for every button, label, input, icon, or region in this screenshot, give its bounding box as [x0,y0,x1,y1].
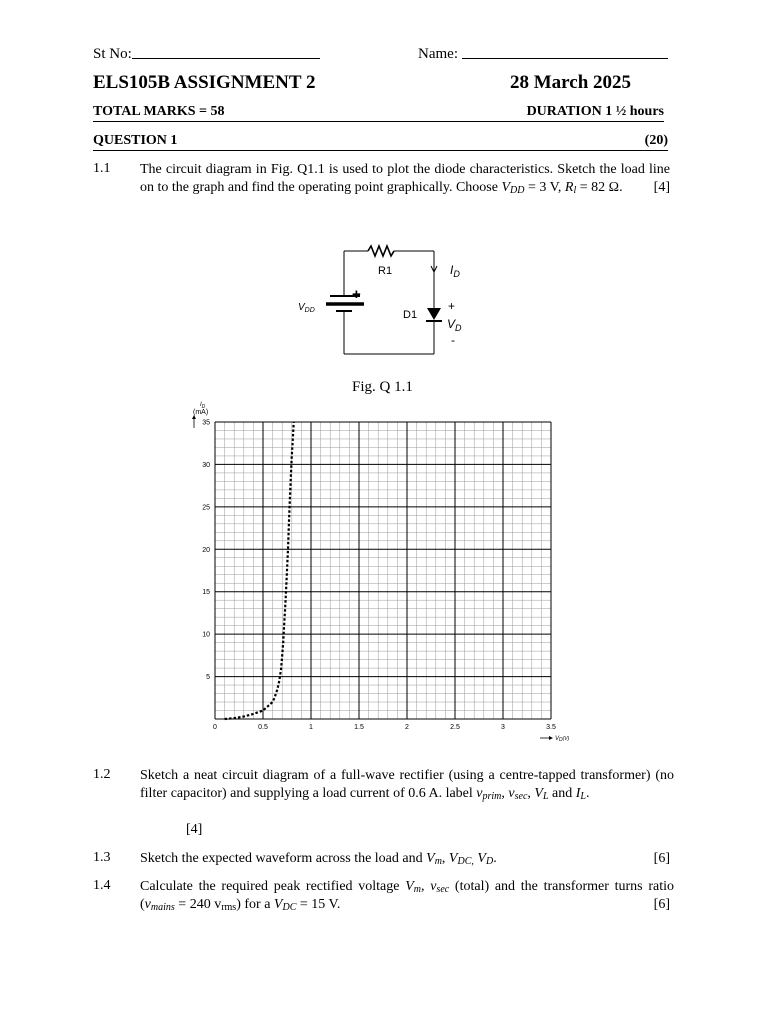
y-tick-label: 10 [202,631,210,639]
x-tick-label: 2 [405,724,409,731]
y-tick-label: 30 [202,461,210,469]
diode-characteristic-chart [182,398,582,748]
figure-caption: Fig. Q 1.1 [352,379,413,395]
y-tick-label: 25 [202,504,210,512]
minor-grid [215,422,551,719]
question-1-4-text: Calculate the required peak rectified voltage $V_m$, $v_{sec}$ (total) and the transformer turns ratio ($v_{mains} = 240$ $v_{rms}$) for a $V_{DC} = 15$ V. [6] [140,879,674,913]
question-1-4-number: 1.4 [93,878,111,893]
resistor-r1-symbol [368,246,394,256]
x-tick-label: 0.5 [258,724,268,731]
question-heading-row [93,133,668,151]
question-1-1-marks: [4] [653,180,670,195]
y-tick-label: 35 [202,419,210,427]
circuit-diagram [290,236,480,362]
x-tick-label: 3 [501,724,505,731]
x-tick-label: 0 [213,724,217,731]
vdd-label: $V_{DD}$ [298,302,315,314]
student-number-blank [132,44,320,59]
name-label: Name: [418,46,458,62]
question-1-3-marks: [6] [653,851,670,866]
x-tick-label: 1.5 [354,724,364,731]
battery-plus-sign: + [352,286,361,303]
resistor-label: R1 [378,265,393,277]
assignment-date: 28 March 2025 [510,72,632,93]
question-1-1-text: The circuit diagram in Fig. Q1.1 is used to plot the diode characteristics. Sketch the load line on to the graph and find the operating point graphically. Choose $V_{DD} = 3$ V, $R_l = 82$ Ω. [4] [140,162,670,196]
y-tick-label: 15 [202,589,210,597]
marks-duration-row [93,104,664,122]
assignment-title: ELS105B ASSIGNMENT 2 [93,72,316,93]
y-axis-label: $I_D$ [200,402,206,410]
y-tick-label: 20 [202,546,210,554]
diode-curve-line [225,422,294,719]
vd-label: $V_D$ [447,317,462,333]
name-blank [462,44,668,59]
question-1-2-text: Sketch a neat circuit diagram of a full-wave rectifier (using a centre-tapped transformer) (no filter capacitor) and supplying a load current of 0.6 A. label $v_{prim}$, $v_{sec}$, $V_L$ and $I_L$. [140,768,674,802]
diode-label: D1 [403,309,418,321]
question-1-2-number: 1.2 [93,767,111,782]
question-marks: (20) [644,133,668,148]
student-number-field [93,44,320,64]
y-tick-label: 5 [206,674,210,682]
major-grid [215,422,551,719]
question-1-3-text: Sketch the expected waveform across the load and $V_m$, $V_{DC,}$ $V_D$. [6] [140,851,670,867]
name-field [418,44,668,64]
diode-curve-series [225,422,294,719]
total-marks: TOTAL MARKS = 58 [93,104,225,119]
duration: DURATION 1 ½ hours [526,104,664,119]
x-axis-label: VD(V) [555,736,570,743]
question-1-1-number: 1.1 [93,161,111,176]
x-axis-arrow-icon [549,736,553,740]
question-1-3-number: 1.3 [93,850,111,865]
vd-minus-sign: - [451,333,455,347]
question-1-2-marks: [4] [186,822,203,837]
x-tick-label: 2.5 [450,724,460,731]
x-tick-label: 3.5 [546,724,556,731]
vd-plus-sign: + [448,299,456,313]
y-axis-unit: (mA) [193,409,209,416]
diode-d1-symbol [427,308,441,320]
student-number-label: St No: [93,46,132,62]
question-1-4-marks: [6] [653,897,670,912]
question-title: QUESTION 1 [93,133,178,148]
current-label: $I_D$ [450,263,460,279]
x-tick-label: 1 [309,724,313,731]
